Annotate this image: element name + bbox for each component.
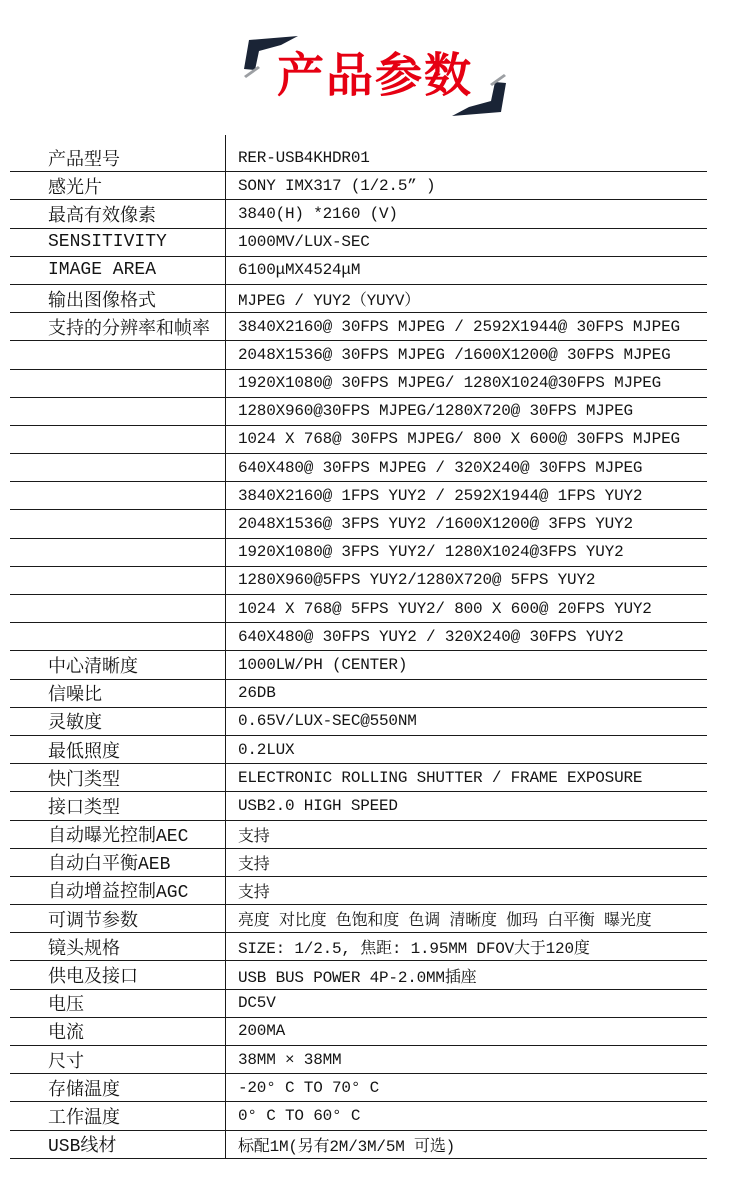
spec-label: 支持的分辨率和帧率 bbox=[48, 319, 210, 340]
spec-label: 电压 bbox=[48, 996, 84, 1017]
spec-label: 供电及接口 bbox=[48, 968, 138, 989]
table-row bbox=[10, 933, 707, 961]
spec-label bbox=[10, 539, 225, 566]
table-row bbox=[10, 313, 707, 341]
spec-label: 产品型号 bbox=[48, 150, 120, 171]
title-banner bbox=[250, 36, 500, 114]
spec-label: 镜头规格 bbox=[48, 939, 120, 960]
spec-label: 信噪比 bbox=[48, 686, 102, 707]
spec-label: 存储温度 bbox=[48, 1080, 120, 1101]
table-row bbox=[10, 539, 707, 567]
spec-value: DC5V bbox=[225, 990, 707, 1017]
spec-value: 3840(H) *2160 (V) bbox=[225, 200, 707, 227]
table-row bbox=[10, 257, 707, 285]
spec-value: 640X480@ 30FPS MJPEG / 320X240@ 30FPS MJPEG bbox=[225, 454, 707, 481]
spec-label bbox=[10, 623, 225, 650]
spec-value: 支持 bbox=[225, 877, 707, 904]
table-row bbox=[10, 623, 707, 651]
spec-label: 最低照度 bbox=[48, 742, 120, 763]
table-row bbox=[10, 200, 707, 228]
spec-value: SIZE: 1/2.5, 焦距: 1.95MM DFOV大于120度 bbox=[225, 933, 707, 960]
spec-table bbox=[10, 144, 707, 1159]
table-row bbox=[10, 961, 707, 989]
spec-value: 0° C TO 60° C bbox=[225, 1102, 707, 1129]
spec-value: USB BUS POWER 4P-2.0MM插座 bbox=[225, 961, 707, 988]
table-row bbox=[10, 990, 707, 1018]
spec-value: USB2.0 HIGH SPEED bbox=[225, 792, 707, 819]
table-row bbox=[10, 426, 707, 454]
spec-value: 1024 X 768@ 5FPS YUY2/ 800 X 600@ 20FPS YUY2 bbox=[225, 595, 707, 622]
spec-label: SENSITIVITY bbox=[48, 232, 167, 253]
spec-value: 3840X2160@ 30FPS MJPEG / 2592X1944@ 30FPS MJPEG bbox=[225, 313, 707, 340]
spec-value: 亮度 对比度 色饱和度 色调 清晰度 伽玛 白平衡 曝光度 bbox=[225, 905, 707, 932]
table-row bbox=[10, 680, 707, 708]
spec-value: 640X480@ 30FPS YUY2 / 320X240@ 30FPS YUY2 bbox=[225, 623, 707, 650]
table-row bbox=[10, 482, 707, 510]
spec-label bbox=[10, 398, 225, 425]
table-row bbox=[10, 821, 707, 849]
table-row bbox=[10, 1046, 707, 1074]
spec-value: 支持 bbox=[225, 849, 707, 876]
spec-value: 0.2LUX bbox=[225, 736, 707, 763]
spec-label: 电流 bbox=[48, 1024, 84, 1045]
table-row bbox=[10, 1018, 707, 1046]
table-row bbox=[10, 1102, 707, 1130]
table-row bbox=[10, 595, 707, 623]
table-row bbox=[10, 651, 707, 679]
spec-value: 1024 X 768@ 30FPS MJPEG/ 800 X 600@ 30FPS MJPEG bbox=[225, 426, 707, 453]
spec-label: 尺寸 bbox=[48, 1052, 84, 1073]
table-row bbox=[10, 764, 707, 792]
table-row bbox=[10, 229, 707, 257]
spec-value: 1000LW/PH (CENTER) bbox=[225, 651, 707, 678]
spec-value: ELECTRONIC ROLLING SHUTTER / FRAME EXPOSURE bbox=[225, 764, 707, 791]
spec-value: RER-USB4KHDR01 bbox=[225, 144, 707, 171]
spec-label: 快门类型 bbox=[48, 770, 120, 791]
spec-label: 自动曝光控制AEC bbox=[48, 827, 189, 848]
spec-label bbox=[10, 341, 225, 368]
spec-value: 1920X1080@ 30FPS MJPEG/ 1280X1024@30FPS MJPEG bbox=[225, 370, 707, 397]
spec-value: 1000MV/LUX-SEC bbox=[225, 229, 707, 256]
table-row bbox=[10, 1074, 707, 1102]
spec-value: 1280X960@5FPS YUY2/1280X720@ 5FPS YUY2 bbox=[225, 567, 707, 594]
spec-value: -20° C TO 70° C bbox=[225, 1074, 707, 1101]
spec-value: 200MA bbox=[225, 1018, 707, 1045]
spec-value: 6100μMX4524μM bbox=[225, 257, 707, 284]
spec-label bbox=[10, 482, 225, 509]
spec-value: 3840X2160@ 1FPS YUY2 / 2592X1944@ 1FPS YUY2 bbox=[225, 482, 707, 509]
spec-label: 输出图像格式 bbox=[48, 291, 156, 312]
spec-value: 1280X960@30FPS MJPEG/1280X720@ 30FPS MJPEG bbox=[225, 398, 707, 425]
table-row bbox=[10, 510, 707, 538]
spec-value: 2048X1536@ 3FPS YUY2 /1600X1200@ 3FPS YUY2 bbox=[225, 510, 707, 537]
corner-bracket-bottom-right-icon bbox=[452, 74, 506, 116]
spec-label bbox=[10, 510, 225, 537]
table-row bbox=[10, 370, 707, 398]
table-row bbox=[10, 877, 707, 905]
spec-label: 接口类型 bbox=[48, 798, 120, 819]
table-row bbox=[10, 144, 707, 172]
spec-value: MJPEG / YUY2（YUYV） bbox=[225, 285, 707, 312]
spec-value: 38MM × 38MM bbox=[225, 1046, 707, 1073]
spec-label bbox=[10, 454, 225, 481]
table-row bbox=[10, 454, 707, 482]
spec-value: 2048X1536@ 30FPS MJPEG /1600X1200@ 30FPS MJPEG bbox=[225, 341, 707, 368]
spec-value: 0.65V/LUX-SEC@550NM bbox=[225, 708, 707, 735]
spec-value: 标配1M(另有2M/3M/5M 可选) bbox=[225, 1131, 707, 1158]
spec-label: 自动白平衡AEB bbox=[48, 855, 171, 876]
spec-label bbox=[10, 426, 225, 453]
table-row bbox=[10, 567, 707, 595]
spec-value: 1920X1080@ 3FPS YUY2/ 1280X1024@3FPS YUY2 bbox=[225, 539, 707, 566]
table-row bbox=[10, 341, 707, 369]
table-row bbox=[10, 1131, 707, 1159]
spec-label: 最高有效像素 bbox=[48, 206, 156, 227]
table-row bbox=[10, 736, 707, 764]
table-row bbox=[10, 905, 707, 933]
table-row bbox=[10, 708, 707, 736]
table-row bbox=[10, 172, 707, 200]
table-row bbox=[10, 285, 707, 313]
spec-label bbox=[10, 370, 225, 397]
spec-label: 感光片 bbox=[48, 178, 102, 199]
spec-value: SONY IMX317 (1/2.5” ) bbox=[225, 172, 707, 199]
table-row bbox=[10, 398, 707, 426]
table-row bbox=[10, 849, 707, 877]
spec-label bbox=[10, 567, 225, 594]
spec-value: 支持 bbox=[225, 821, 707, 848]
spec-label: IMAGE AREA bbox=[48, 260, 157, 281]
spec-label: USB线材 bbox=[48, 1137, 117, 1158]
spec-label: 自动增益控制AGC bbox=[48, 883, 189, 904]
spec-label: 灵敏度 bbox=[48, 714, 102, 735]
spec-label: 可调节参数 bbox=[48, 911, 138, 932]
table-row bbox=[10, 792, 707, 820]
spec-label bbox=[10, 595, 225, 622]
spec-label: 工作温度 bbox=[48, 1108, 120, 1129]
spec-value: 26DB bbox=[225, 680, 707, 707]
spec-label: 中心清晰度 bbox=[48, 657, 138, 678]
page-title: 产品参数 bbox=[277, 48, 473, 102]
